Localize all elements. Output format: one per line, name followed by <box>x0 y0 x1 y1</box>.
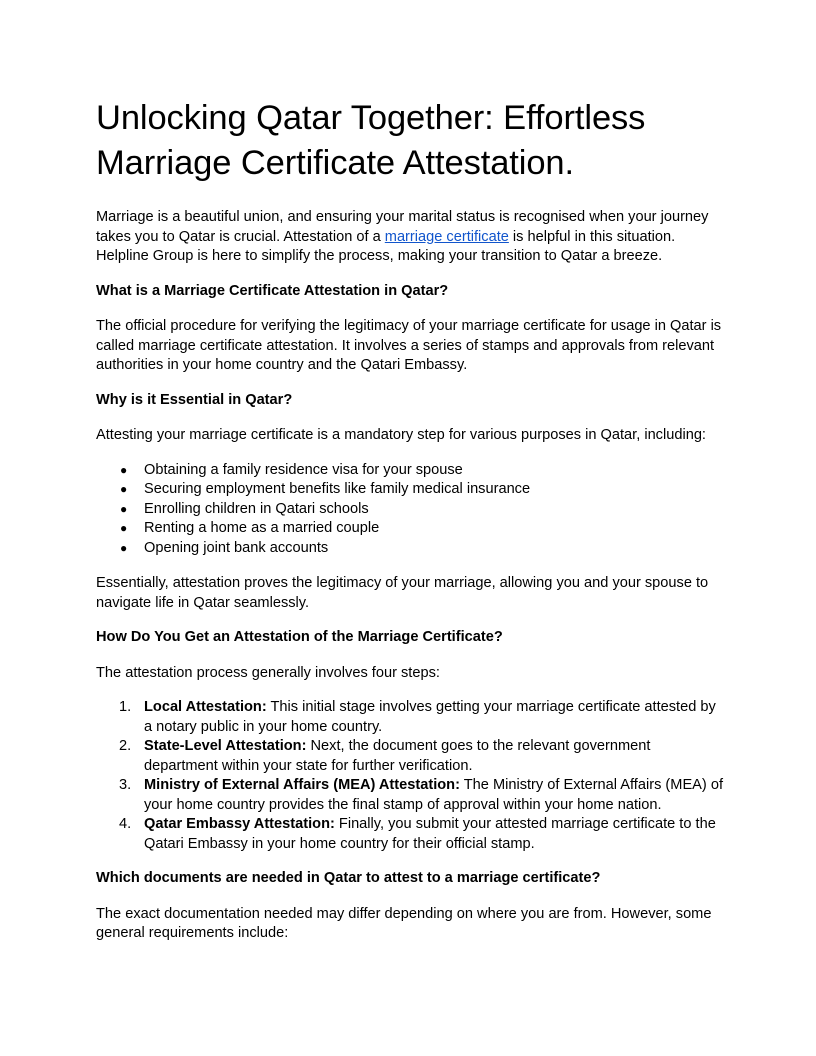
marriage-certificate-link[interactable]: marriage certificate <box>384 228 509 245</box>
step-number: 3. <box>119 777 132 793</box>
document-page <box>96 96 724 944</box>
step-text: Finally, you submit your attested marriage certificate to the Qatari Embassy in your home country for their official stamp. <box>144 816 716 852</box>
purposes-list <box>96 461 724 559</box>
list-item <box>96 776 724 815</box>
documents-heading: Which documents are needed in Qatar to attest to a marriage certificate? <box>96 870 601 886</box>
list-item <box>96 737 724 776</box>
steps-list <box>96 698 724 854</box>
list-item <box>96 519 724 539</box>
bullet-icon: ● <box>120 482 128 496</box>
list-item <box>96 698 724 737</box>
bullet-icon: ● <box>120 521 128 535</box>
why-heading: Why is it Essential in Qatar? <box>96 391 293 408</box>
step-text: The Ministry of External Affairs (MEA) of your home country provides the final stamp of approval within your home nation. <box>144 777 723 813</box>
how-paragraph: The attestation process generally involves four steps: <box>96 664 440 681</box>
intro-paragraph <box>96 208 724 267</box>
why-paragraph: Attesting your marriage certificate is a mandatory step for various purposes in Qatar, including: <box>96 427 706 443</box>
list-item-text: Obtaining a family residence visa for your spouse <box>144 461 463 478</box>
step-text: Next, the document goes to the relevant government department within your state for further verification. <box>144 738 651 774</box>
why-summary-paragraph: Essentially, attestation proves the legitimacy of your marriage, allowing you and your spouse to navigate life in Qatar seamlessly. <box>96 575 709 611</box>
step-term: Qatar Embassy Attestation: <box>144 816 335 832</box>
bullet-icon: ● <box>120 462 128 477</box>
step-term: Ministry of External Affairs (MEA) Attestation: <box>144 777 460 793</box>
list-item-text: Opening joint bank accounts <box>144 539 329 556</box>
list-item-text: Enrolling children in Qatari schools <box>144 500 369 517</box>
list-item <box>96 480 724 500</box>
list-item <box>96 500 724 520</box>
bullet-icon: ● <box>120 540 128 555</box>
list-item <box>96 539 724 559</box>
step-term: Local Attestation: <box>144 699 267 715</box>
step-text: This initial stage involves getting your marriage certificate attested by a notary public in your home country. <box>144 699 716 735</box>
how-heading: How Do You Get an Attestation of the Marriage Certificate? <box>96 629 503 645</box>
list-item-text: Renting a home as a married couple <box>144 520 380 536</box>
intro-text-start: Marriage is a beautiful union, and ensuring your marital status is recognised when your journey takes you to Qatar is crucial. Attestation of a <box>96 209 709 245</box>
list-item-text: Securing employment benefits like family medical insurance <box>144 481 531 497</box>
step-number: 1. <box>119 699 132 715</box>
what-paragraph: The official procedure for verifying the legitimacy of your marriage certificate for usage in Qatar is called marriage certificate attestation. It involves a series of stamps and approvals from relevant authorities in your home country and the Qatari Embassy. <box>96 318 722 373</box>
step-number: 4. <box>119 816 132 832</box>
documents-paragraph: The exact documentation needed may differ depending on where you are from. However, some general requirements include: <box>96 905 712 941</box>
step-term: State-Level Attestation: <box>144 738 307 754</box>
page-title: Unlocking Qatar Together: Effortless Marriage Certificate Attestation. <box>96 99 646 182</box>
list-item <box>96 815 724 854</box>
step-number: 2. <box>119 738 132 754</box>
what-heading: What is a Marriage Certificate Attestation in Qatar? <box>96 282 449 299</box>
bullet-icon: ● <box>120 501 128 516</box>
list-item <box>96 461 724 481</box>
intro-text-end: is helpful in this situation. Helpline Group is here to simplify the process, making your transition to Qatar a breeze. <box>96 228 676 264</box>
